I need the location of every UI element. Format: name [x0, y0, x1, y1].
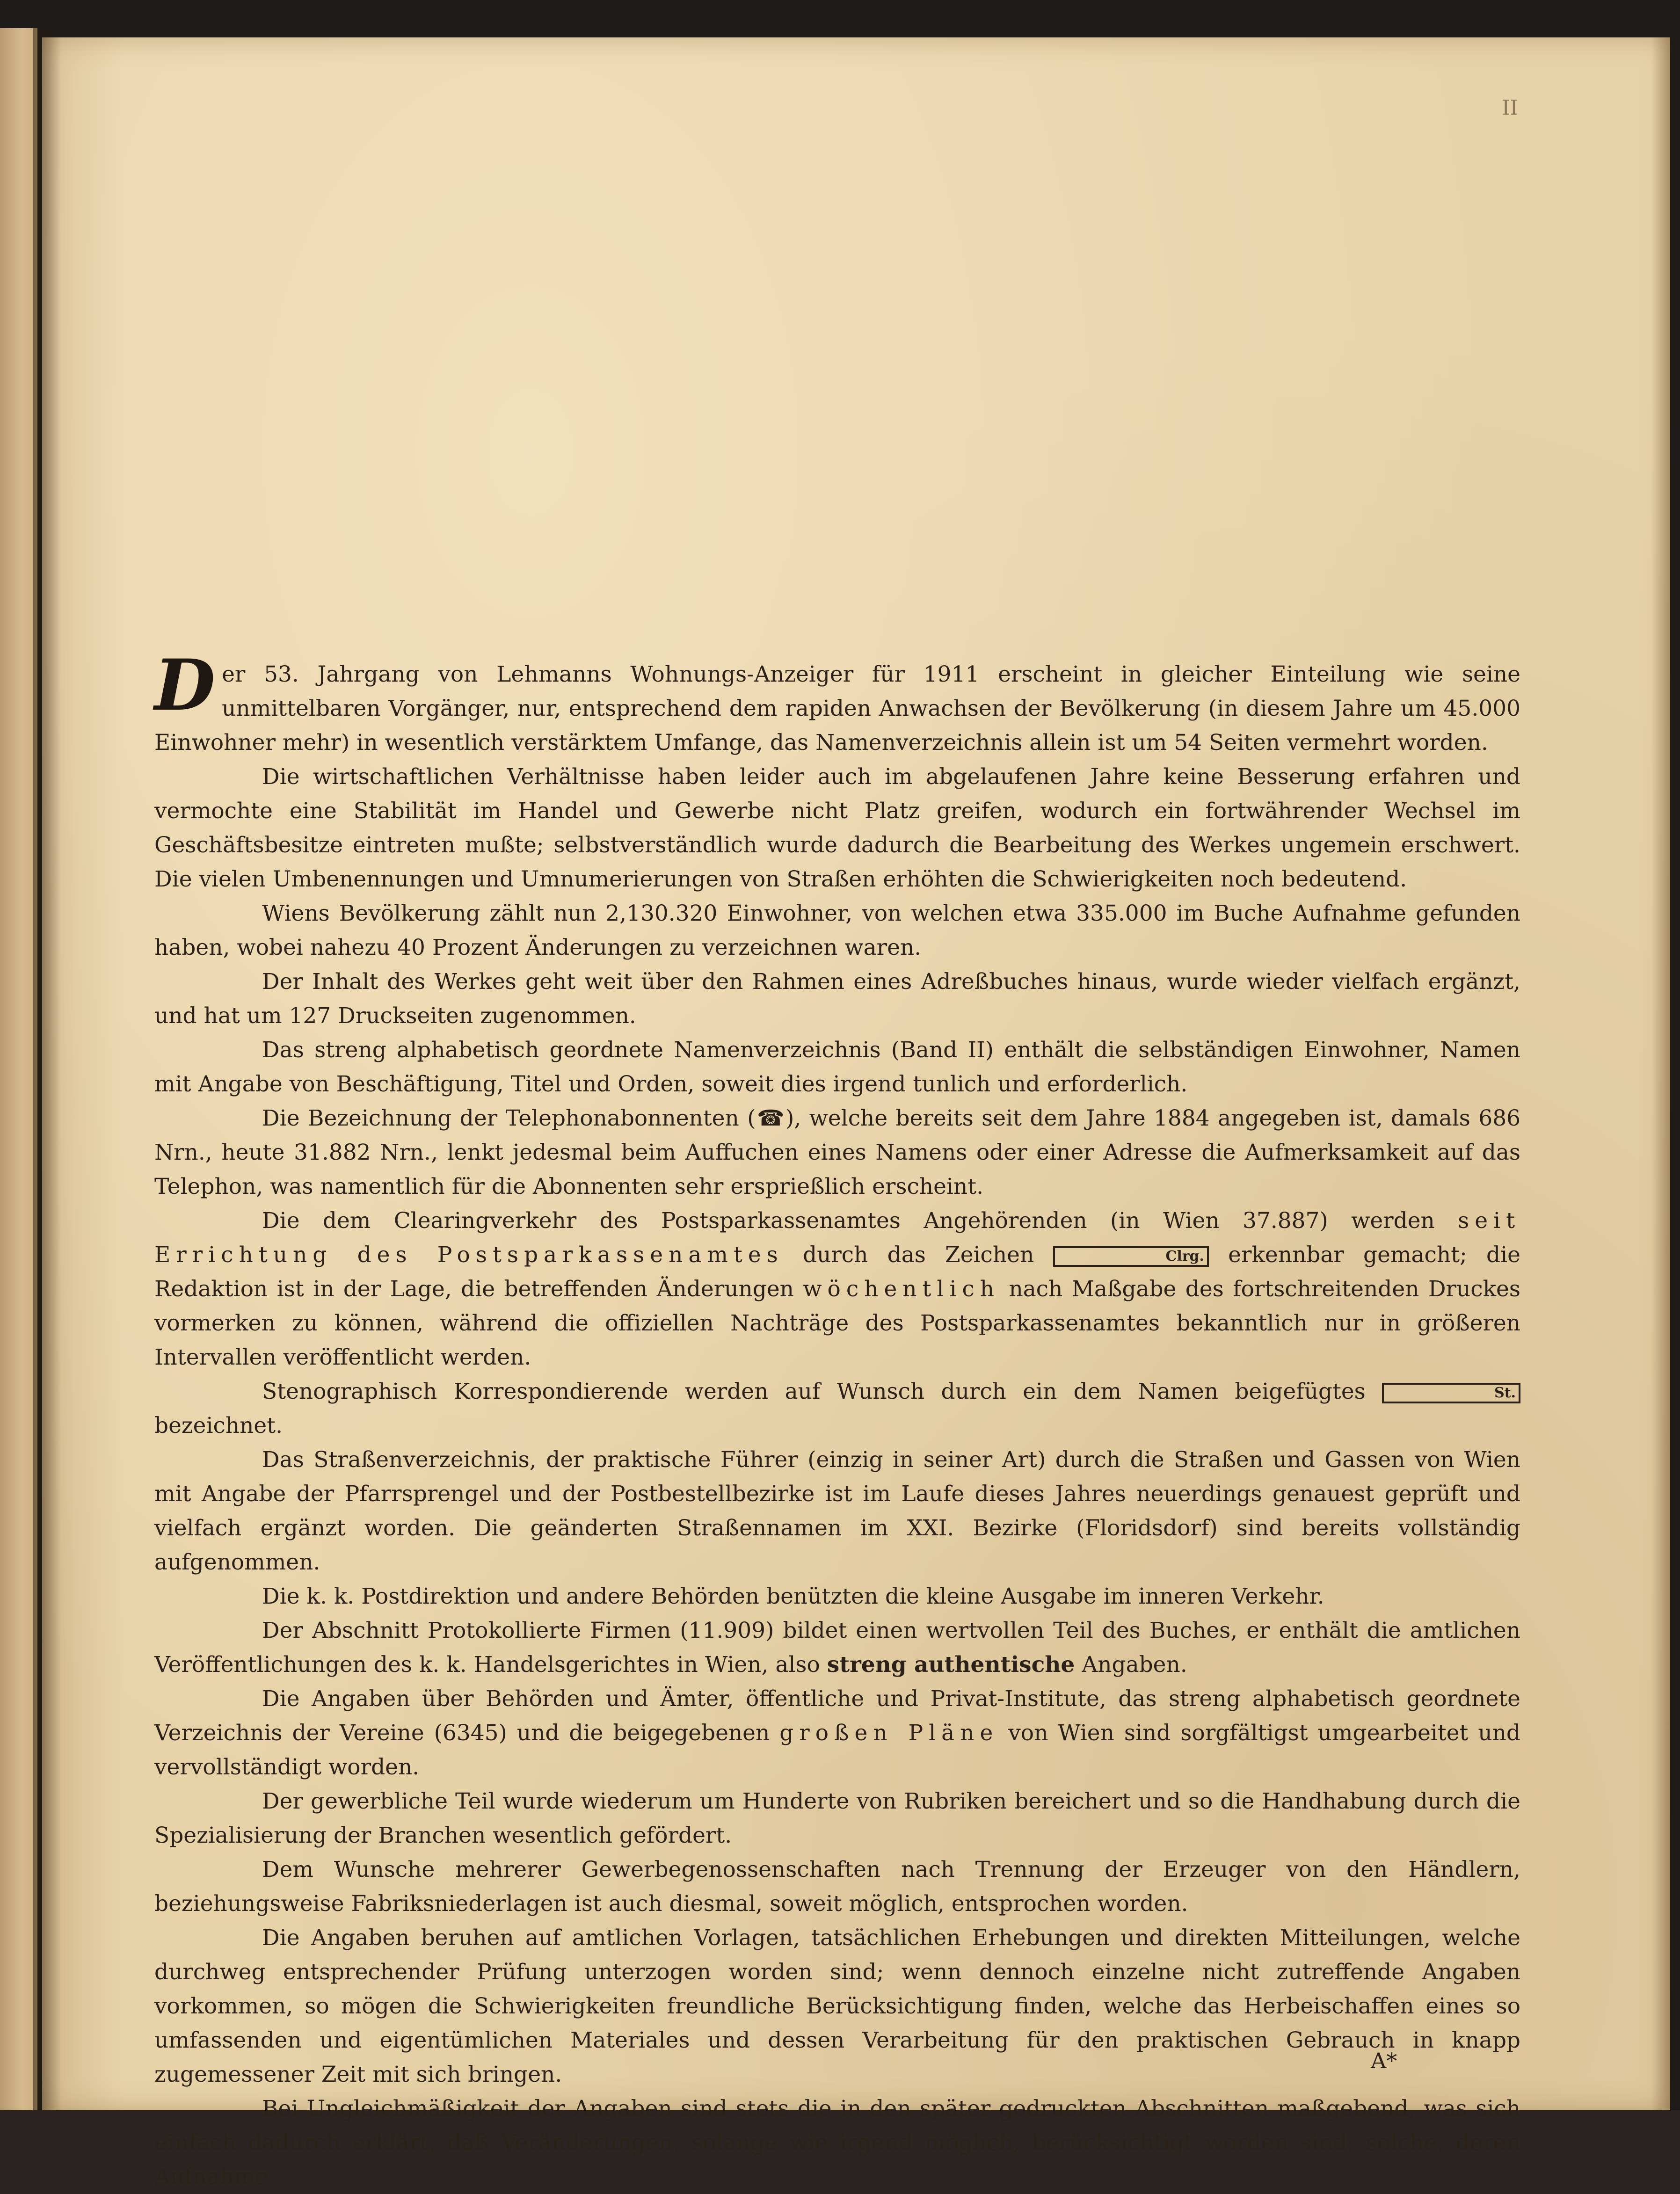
paragraph-11-part-a: Der Abschnitt Protokollierte Firmen (11.909) bildet einen wertvollen Teil des Buches, er enthält die amtlichen Veröffentlichungen des k. k. Handelsgerichtes in Wien, also [154, 1618, 1520, 1678]
paragraph-2: Die wirtschaftlichen Verhältnisse haben leider auch im abgelaufenen Jahre keine Besserung erfahren und vermochte eine Stabilität im Handel und Gewerbe nicht Platz greifen, wodurch ein fortwährender Wechsel im Geschäftsbesitze eintreten mußte; selbstverständlich wurde dadurch die Bearbeitung des Werkes ungemein erschwert. Die vielen Umbenennungen und Umnumerierungen von Straßen erhöhten die Schwierigkeiten noch bedeutend. [154, 764, 1520, 892]
paragraph-7-part-a: Die dem Clearingverkehr des Postsparkassenamtes Angehörenden (in Wien 37.887) werden [262, 1208, 1435, 1234]
paragraph-12 [154, 1682, 1520, 1784]
paragraph-12-part-b: von Wien sind sorgfältigst umgearbeitet und vervollständigt worden. [154, 1720, 1520, 1780]
paragraph-1-text: er 53. Jahrgang von Lehmanns Wohnungs-Anzeiger für 1911 erscheint in gleicher Einteilung wie seine unmittelbaren Vorgänger, nur, entsprechend dem rapiden Anwachsen der Bevölkerung (in diesem Jahre um 45.000 Einwohner mehr) in wesentlich verstärktem Umfange, das Namenverzeichnis allein ist um 54 Seiten vermehrt worden. [154, 661, 1520, 756]
drop-cap-initial: D [154, 644, 216, 726]
printer-signature-mark: A* [1371, 2048, 1397, 2073]
paragraph-8-part-b: bezeichnet. [154, 1413, 283, 1438]
paragraph-11 [154, 1613, 1520, 1682]
paragraph-16: Bei Ungleichmäßigkeit der Angaben sind stets die in den später gedruckten Abschnitten maßgebend, was sich einfach dadurch erklärt, daß Veränderungen, solange wie irgend möglich, berücksichtigt worden sind; solche, deren Aufnahme [154, 2096, 1520, 2190]
clearing-symbol-box: Clrg. [1053, 1246, 1209, 1267]
paragraph-12-part-a: Die Angaben über Behörden und Ämter, öffentliche und Privat-Institute, das streng alphabetisch geordnete Verzeichnis der Vereine (6345) und die beigegebenen [154, 1686, 1520, 1746]
paragraph-10: Die k. k. Postdirektion und andere Behörden benützten die kleine Ausgabe im inneren Verkehr. [262, 1584, 1324, 1609]
paragraph-3: Wiens Bevölkerung zählt nun 2,130.320 Einwohner, von welchen etwa 335.000 im Buche Aufnahme gefunden haben, wobei nahezu 40 Prozent Änderungen zu verzeichnen waren. [154, 901, 1520, 960]
paragraph-1 [154, 644, 1520, 760]
paragraph-4: Der Inhalt des Werkes geht weit über den Rahmen eines Adreßbuches hinaus, wurde wieder vielfach ergänzt, und hat um 127 Druckseiten zugenommen. [154, 969, 1520, 1029]
paragraph-5: Das streng alphabetisch geordnete Namenverzeichnis (Band II) enthält die selbständigen Einwohner, Namen mit Angabe von Beschäftigung, Titel und Orden, soweit dies irgend tunlich und erforderlich. [154, 1037, 1520, 1097]
paragraph-14: Dem Wunsche mehrerer Gewerbegenossenschaften nach Trennung der Erzeuger von den Händlern, beziehungsweise Fabriksniederlagen ist auch diesmal, soweit möglich, entsprochen worden. [154, 1857, 1520, 1917]
paragraph-11-part-b: Angaben. [1082, 1652, 1187, 1678]
page-number: II [1502, 96, 1518, 120]
spaced-emphasis-woechentlich: wöchentlich [803, 1276, 1000, 1302]
paragraph-7-part-b: durch das Zeichen [802, 1242, 1034, 1268]
spine-shadow [33, 28, 61, 2110]
bold-emphasis: streng authentische [827, 1652, 1075, 1678]
paragraph-7 [154, 1204, 1520, 1374]
paragraph-8 [154, 1374, 1520, 1443]
stenography-symbol-box: St. [1382, 1383, 1520, 1403]
preface-text [154, 644, 1520, 2194]
paragraph-15: Die Angaben beruhen auf amtlichen Vorlagen, tatsächlichen Erhebungen und direkten Mitteilungen, welche durchweg entsprechender Prüfung unterzogen worden sind; wenn dennoch einzelne nicht zutreffende Angaben vorkommen, so mögen die Schwierigkeiten freundliche Berücksichtigung finden, welche das Herbeischaffen eines so umfassenden und eigentümlichen Materiales und dessen Verarbeitung für den praktischen Gebrauch in knapp zugemessener Zeit mit sich bringen. [154, 1925, 1520, 2087]
paragraph-13: Der gewerbliche Teil wurde wiederum um Hunderte von Rubriken bereichert und so die Handhabung durch die Spezialisierung der Branchen wesentlich gefördert. [154, 1788, 1520, 1848]
paragraph-7-part-c: erkennbar gemacht; die Redaktion ist in der Lage, die betreffenden Änderungen [154, 1242, 1520, 1302]
paragraph-9: Das Straßenverzeichnis, der praktische Führer (einzig in seiner Art) durch die Straßen und Gassen von Wien mit Angabe der Pfarrsprengel und der Postbestellbezirke ist im Laufe dieses Jahres neuerdings genauest geprüft und vielfach ergänzt worden. Die geänderten Straßennamen im XXI. Bezirke (Floridsdorf) sind bereits vollständig aufgenommen. [154, 1447, 1520, 1575]
page-edge-shadow [1651, 37, 1670, 2110]
spaced-emphasis-errichtung: seit Errichtung des Postsparkassenamtes [154, 1208, 1520, 1268]
paragraph-8-part-a: Stenographisch Korrespondierende werden auf Wunsch durch ein dem Namen beigefügtes [262, 1379, 1366, 1404]
paragraph-6: Die Bezeichnung der Telephonabonnenten (☎), welche bereits seit dem Jahre 1884 angegeben ist, damals 686 Nrn., heute 31.882 Nrn., lenkt jedesmal beim Auffuchen eines Namens oder einer Adresse die Aufmerksamkeit auf das Telephon, was namentlich für die Abonnenten sehr ersprießlich erscheint. [154, 1105, 1520, 1199]
paragraph-7-part-d: nach Maßgabe des fortschreitenden Druckes vormerken zu können, während die offiziellen Nachträge des Postsparkassenamtes bekanntlich nur in größeren Intervallen veröffentlicht werden. [154, 1276, 1520, 1370]
spaced-emphasis-plaene: großen Pläne [779, 1720, 999, 1746]
previous-page-edge [0, 28, 37, 2110]
